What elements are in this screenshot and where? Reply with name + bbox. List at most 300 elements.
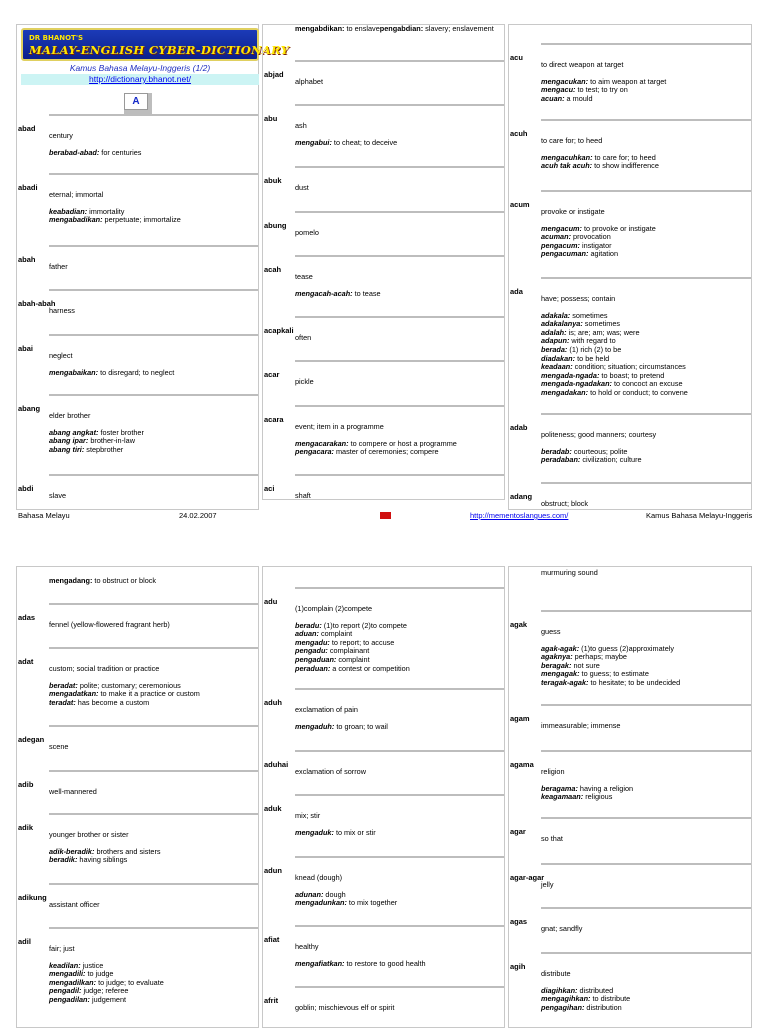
derived-word: mengafiatkan: [295,958,345,968]
headword: agas [510,917,528,926]
gloss: immeasurable; immense [541,721,621,730]
entry-divider [295,856,504,858]
derived-word: peradaban: [541,455,581,465]
gloss: ash [295,121,307,130]
derived-meaning: to aim weapon at target [588,76,667,86]
derived-word: mengadu: [295,637,330,647]
entry-divider [541,863,751,865]
derived-meaning: judge; referee [81,986,129,996]
derived-word: peraduan: [295,663,331,673]
derived-meaning: to enslave [344,24,380,33]
headword: adikung [18,893,47,902]
entry-divider [541,482,751,484]
derived-word: adalah: [541,327,567,337]
derived-meaning: complaint [318,629,353,639]
page-footer [0,511,768,523]
derived-meaning: to judge [85,969,114,979]
derived-meaning: distributed [577,985,614,995]
headword: adat [18,657,34,666]
derived-word: adik-beradik: [49,846,95,856]
derived-meaning: to be held [575,353,610,363]
derived-meaning: courteous; polite [571,446,628,456]
headword: aduhai [264,760,289,769]
gloss: younger brother or sister [49,830,129,839]
entry-divider [541,277,751,279]
derived-word: mengagihkan: [541,994,591,1004]
headword: agar [510,827,526,836]
derived-meaning: sometimes [570,310,608,320]
derived-word: mengacarakan: [295,438,349,448]
entry-body [541,768,749,802]
derived-form [541,1004,749,1013]
derived-meaning: (1)to report (2)to compete [321,620,407,630]
headword: aci [264,484,275,493]
derived-meaning: condition; situation; circumstances [572,362,686,372]
gloss: distribute [541,969,571,978]
entry-body [49,132,256,157]
entry-body [49,901,256,918]
derived-form [541,793,749,802]
headword: acu [510,53,523,62]
entry-body [49,621,256,638]
derived-form [541,250,749,259]
entry-divider [49,394,258,396]
derived-meaning: complainant [327,646,370,656]
entry-body [295,378,502,395]
dictionary-url-link[interactable]: http://dictionary.bhanot.net/ [89,74,191,84]
derived-meaning: sometimes [582,319,621,329]
entry-divider [295,925,504,927]
derived-word: adakalanya: [541,319,583,329]
derived-meaning: with regard to [569,336,616,346]
derived-word: abang ipar: [49,436,89,446]
headword: agama [510,760,534,769]
derived-word: adakala: [541,310,571,320]
entry-divider [49,725,258,727]
headword: agam [510,714,530,723]
entry-divider [541,750,751,752]
derived-meaning: perpetuate; immortalize [102,215,181,225]
derived-meaning: to compere or host a programme [348,438,457,448]
derived-meaning: to restore to good health [344,958,426,968]
entry-body [541,722,749,739]
red-marker-icon [380,512,391,519]
entry-divider [541,952,751,954]
entry-divider [49,927,258,929]
entry-divider [295,316,504,318]
derived-word: mengadatkan: [49,689,99,699]
page1-column-3 [508,24,752,510]
derived-word: mengacu: [541,85,576,95]
gloss: dust [295,183,309,192]
gloss: eternal; immortal [49,190,104,199]
derived-form [49,149,256,158]
derived-word: keagamaan: [541,792,584,802]
headword: abad [18,124,36,133]
headword: adu [264,597,278,606]
headword: acapkali [264,326,294,335]
derived-meaning: to groan; to wail [334,721,388,731]
derived-form [295,723,502,732]
entry-divider [49,883,258,885]
derived-meaning: is; are; am; was; were [566,327,640,337]
headword: abah-abah [18,299,56,308]
derived-meaning: for centuries [99,147,142,157]
entry-divider [49,173,258,175]
derived-form [49,699,256,708]
derived-meaning: religious [583,792,613,802]
entry-divider [49,245,258,247]
gloss: slave [49,491,67,500]
entry-divider [295,211,504,213]
gloss: guess [541,627,561,636]
derived-meaning: having a religion [577,783,634,793]
entry-body [49,352,256,377]
headword: afrit [264,996,279,1005]
derived-word: pengagihan: [541,1002,585,1012]
derived-word: berabad-abad: [49,147,100,157]
derived-meaning: to obstruct or block [92,576,157,585]
derived-word: beradu: [295,620,322,630]
derived-word: teragak-agak: [541,677,589,687]
gloss: elder brother [49,411,91,420]
entry-body [541,970,749,1012]
entry-divider [295,360,504,362]
derived-word: mengaduk: [295,827,334,837]
entry-divider [295,688,504,690]
entry-divider [295,750,504,752]
derived-form [49,856,256,865]
derived-word: pengadu: [295,646,328,656]
derived-word: pengadilan: [49,994,90,1004]
entry-divider [49,289,258,291]
entry-body [541,628,749,688]
url-bar [21,74,259,85]
derived-word: pengadil: [49,986,82,996]
entry-divider [541,704,751,706]
derived-word: acuman: [541,232,572,242]
entry-body [295,812,502,837]
headword: abai [18,344,34,353]
gloss: exclamation of sorrow [295,767,366,776]
headword: aduh [264,698,282,707]
headword: adegan [18,735,45,744]
page2-column-3 [508,566,752,1028]
derived-meaning: to distribute [590,994,631,1004]
entry-body [295,423,502,457]
entry-divider [49,647,258,649]
entry-body [541,137,749,171]
entry-body [541,431,749,465]
entry-body [295,273,502,298]
headword: adik [18,823,34,832]
derived-word: mengacuhkan: [541,152,593,162]
entry-divider [295,474,504,476]
entry-divider [541,817,751,819]
gloss: tease [295,272,313,281]
headword: abadi [18,183,38,192]
derived-form [295,24,380,33]
gloss: pomelo [295,228,319,237]
derived-meaning: foster brother [98,427,144,437]
derived-meaning: instigator [579,240,612,250]
footer-language: Bahasa Melayu [18,511,70,520]
headword: afiat [264,935,280,944]
headword: abdi [18,484,34,493]
entry-body [49,263,256,280]
gloss: century [49,131,73,140]
derived-meaning: dough [323,889,346,899]
entry-body [541,208,749,259]
entry-divider [49,813,258,815]
derived-form [295,290,502,299]
entry-body [49,307,256,324]
gloss: religion [541,767,565,776]
entry-body [541,61,749,103]
derived-word: adunan: [295,889,324,899]
entry-divider [295,405,504,407]
derived-meaning: to cheat; to deceive [331,137,398,147]
gloss: often [295,333,312,342]
derived-word: beradat: [49,680,78,690]
headword: agih [510,962,526,971]
gloss: obstruct; block [541,499,589,508]
derived-meaning: to concoct an excuse [611,379,683,389]
derived-word: mengada-ngada: [541,370,600,380]
derived-word: mengabadikan: [49,215,103,225]
derived-form [295,139,502,148]
derived-word: agaknya: [541,652,573,662]
entry-divider [541,43,751,45]
derived-word: mengabui: [295,137,332,147]
derived-meaning: judgement [89,994,127,1004]
entry-divider [295,104,504,106]
derived-meaning: to report; to accuse [329,637,395,647]
derived-meaning: distribution [584,1002,622,1012]
headword: acah [264,265,282,274]
gloss: provoke or instigate [541,207,605,216]
derived-word: adapun: [541,336,570,346]
gloss: neglect [49,351,73,360]
derived-word: mengagak: [541,669,580,679]
entry-divider [295,255,504,257]
headword: abu [264,114,278,123]
derived-word: mengada-ngadakan: [541,379,612,389]
derived-meaning: to guess; to estimate [579,669,649,679]
gloss: gnat; sandfly [541,924,583,933]
entry-divider [295,986,504,988]
derived-meaning: to make it a practice or custom [98,689,200,699]
gloss: pickle [295,377,314,386]
derived-meaning: not sure [571,660,600,670]
derived-meaning: to judge; to evaluate [96,977,164,987]
entry-body [295,78,502,95]
gloss: to direct weapon at target [541,60,624,69]
headword: acara [264,415,284,424]
derived-word: abang angkat: [49,427,99,437]
derived-meaning: to care for; to heed [592,152,656,162]
derived-word: keabadian: [49,206,88,216]
derived-word: mengacukan: [541,76,589,86]
gloss: custom; social tradition or practice [49,664,160,673]
entry-body [295,943,502,968]
entry-body [295,334,502,351]
derived-word: mengadakan: [541,387,589,397]
derived-meaning: slavery; enslavement [423,24,494,33]
derived-word: mengabaikan: [49,367,99,377]
entry-body [49,743,256,760]
derived-meaning: to provoke or instigate [581,223,656,233]
gloss: healthy [295,942,319,951]
entry-body [49,492,256,509]
footer-date: 24.02.2007 [179,511,217,520]
entry-divider [49,603,258,605]
headword: adab [510,423,528,432]
headword: acum [510,200,530,209]
entry-body [49,831,256,865]
headword: aduk [264,804,282,813]
derived-meaning: to boast; to pretend [599,370,665,380]
dictionary-subtitle: Kamus Bahasa Melayu-Inggeris (1/2) [69,63,211,73]
headword: abjad [264,70,284,79]
entry-body [295,492,502,509]
derived-word: pengabdian: [379,24,424,33]
entry-divider [541,610,751,612]
derived-word: mengadunkan: [295,898,347,908]
entry-divider [541,413,751,415]
derived-word: mengadili: [49,969,86,979]
entry-divider [295,60,504,62]
headword: acuh [510,129,528,138]
derived-form [295,665,502,674]
derived-meaning: to tease [352,288,381,298]
gloss: exclamation of pain [295,705,358,714]
dictionary-logo [21,28,290,61]
derived-form [49,369,256,378]
derived-meaning: brother-in-law [88,436,135,446]
footer-link[interactable]: http://mementoslangues.com/ [470,511,569,520]
derived-form [295,899,502,908]
gloss: politeness; good manners; courtesy [541,430,657,439]
entry-divider [541,907,751,909]
gloss: alphabet [295,77,323,86]
derived-meaning: a contest or competition [330,663,410,673]
derived-word: berada: [541,344,568,354]
derived-word: aduan: [295,629,319,639]
entry-divider [295,587,504,589]
derived-form [295,829,502,838]
headword: adib [18,780,34,789]
headword: abung [264,221,287,230]
entry-body [295,1004,502,1021]
continued-gloss: murmuring sound [541,568,598,577]
gloss: shaft [295,491,311,500]
derived-meaning: to hold or conduct; to convene [588,387,688,397]
entry-divider [295,794,504,796]
derived-word: agak-agak: [541,643,580,653]
gloss: to care for; to heed [541,136,603,145]
derived-word: pengacum: [541,240,580,250]
derived-meaning: master of ceremonies; compere [333,447,439,457]
entry-body [295,229,502,246]
derived-word: pengacara: [295,447,334,457]
derived-meaning: having siblings [77,855,128,865]
derived-meaning: complaint [336,654,370,664]
derived-form [541,162,749,171]
gloss: assistant officer [49,900,100,909]
entry-body [541,835,749,852]
page1-column-2 [262,24,505,500]
entry-divider [49,114,258,116]
derived-form [380,24,494,33]
derived-meaning: (1)to guess (2)approximately [579,643,675,653]
derived-meaning: to disregard; to neglect [98,367,175,377]
derived-form [541,679,749,688]
derived-word: acuh tak acuh: [541,161,593,171]
derived-meaning: provocation [571,232,611,242]
entry-divider [541,190,751,192]
derived-form [295,960,502,969]
derived-meaning: immortality [87,206,125,216]
derived-form [541,456,749,465]
derived-meaning: stepbrother [84,444,124,454]
derived-word: abang tiri: [49,444,85,454]
entry-body [295,874,502,908]
continued-derivatives [295,25,494,34]
derived-word: diadakan: [541,353,576,363]
gloss: event; item in a programme [295,422,384,431]
entry-body [295,706,502,731]
derived-form [295,448,502,457]
footer-link-wrap [470,511,568,520]
headword: adil [18,937,31,946]
entry-body [49,412,256,454]
derived-meaning: polite; customary; ceremonious [77,680,181,690]
gloss: harness [49,306,75,315]
derived-meaning: (1) rich (2) to be [567,344,622,354]
derived-word: mengacah-acah: [295,288,353,298]
derived-meaning: to hesitate; to be undecided [588,677,681,687]
gloss: (1)complain (2)compete [295,604,373,613]
continued-derivatives [49,577,156,586]
entry-body [541,295,749,398]
derived-meaning: perhaps; maybe [572,652,627,662]
headword: abah [18,255,36,264]
derived-meaning: to show indifference [592,161,659,171]
derived-form [49,446,256,455]
entry-divider [49,334,258,336]
derived-meaning: to test; to try on [575,85,628,95]
entry-body [541,881,749,898]
headword: ada [510,287,523,296]
gloss: goblin; mischievous elf or spirit [295,1003,395,1012]
derived-word: mengadilkan: [49,977,97,987]
gloss: fair; just [49,944,75,953]
entry-body [541,925,749,942]
entry-body [49,945,256,1005]
gloss: well-mannered [49,787,97,796]
derived-word: pengacuman: [541,249,589,259]
entry-divider [541,119,751,121]
derived-form [49,216,256,225]
derived-word: beradab: [541,446,572,456]
gloss: so that [541,834,563,843]
entry-body [295,768,502,785]
derived-word: diagihkan: [541,985,578,995]
derived-meaning: to mix or stir [333,827,376,837]
headword: abang [18,404,41,413]
entry-body [49,788,256,805]
